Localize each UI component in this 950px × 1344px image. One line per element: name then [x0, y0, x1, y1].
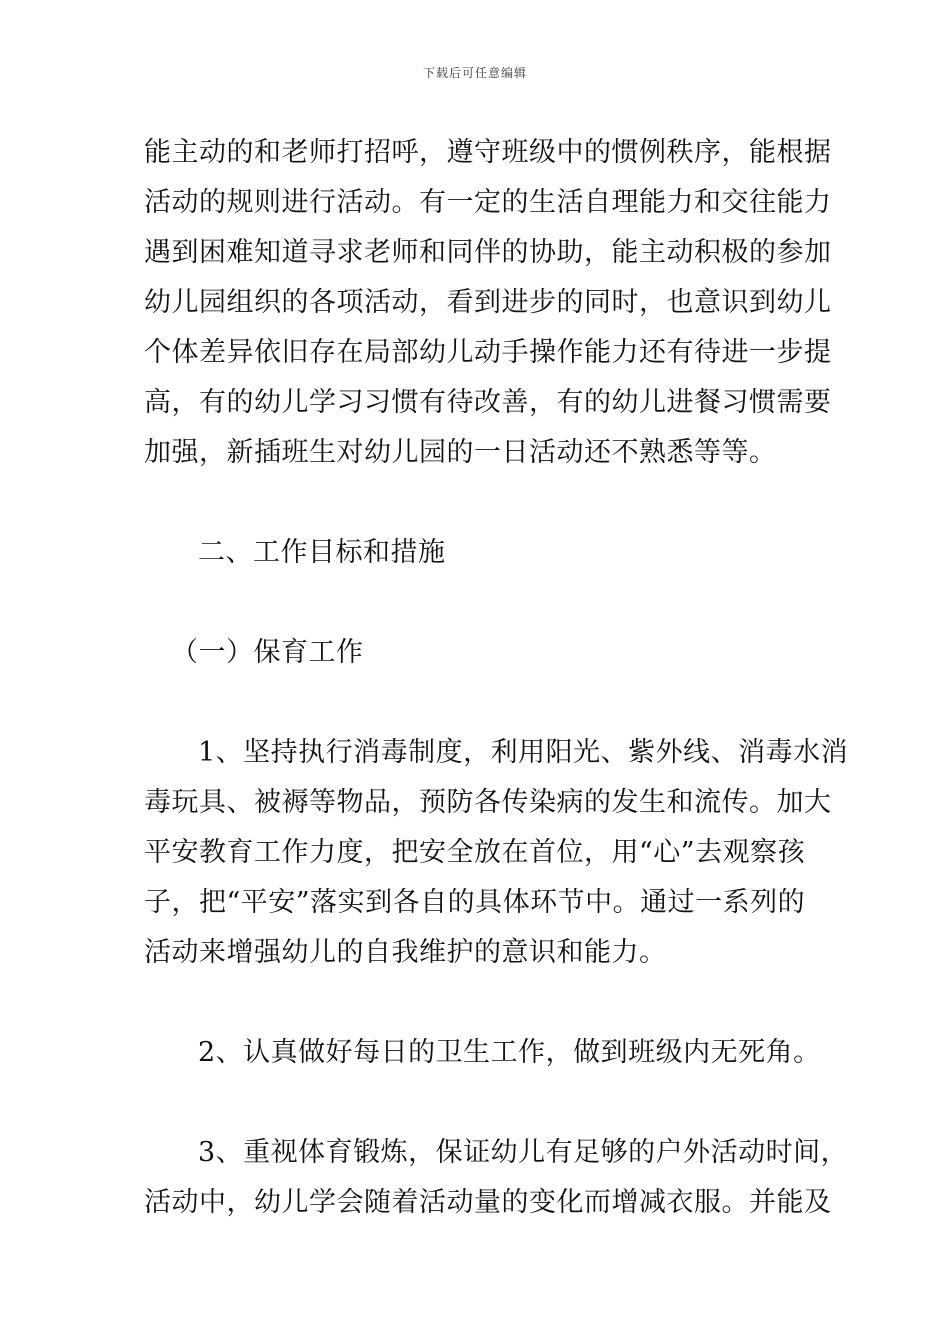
- text-line: 3、重视体育锻炼，保证幼儿有足够的户外活动时间，: [198, 1137, 849, 1168]
- text-line: 1、坚持执行消毒制度，利用阳光、紫外线、消毒水消: [198, 737, 849, 768]
- text-line: 能主动的和老师打招呼，遵守班级中的惯例秩序，能根据: [144, 137, 832, 168]
- paragraph-1: [144, 128, 832, 478]
- blank-line: [144, 478, 808, 528]
- text-line: 毒玩具、被褥等物品，预防各传染病的发生和流传。加大: [144, 787, 832, 818]
- list-item-2: [144, 1028, 821, 1078]
- list-item-3: [144, 1128, 849, 1228]
- section-heading: 二、工作目标和措施: [198, 537, 446, 568]
- text-line: 活动中，幼儿学会随着活动量的变化而增减衣服。并能及: [144, 1187, 832, 1218]
- text-line: 遇到困难知道寻求老师和同伴的协助，能主动积极的参加: [144, 237, 832, 268]
- list-item-1: [144, 728, 849, 978]
- text-line: 子，把“平安”落实到各自的具体环节中。通过一系列的: [144, 887, 806, 918]
- document-body: [144, 128, 849, 1228]
- blank-line: [144, 1078, 808, 1128]
- text-line: 个体差异依旧存在局部幼儿动手操作能力还有待进一步提: [144, 337, 832, 368]
- text-line: 幼儿园组织的各项活动，看到进步的同时，也意识到幼儿: [144, 287, 832, 318]
- text-line: 2、认真做好每日的卫生工作，做到班级内无死角。: [198, 1037, 821, 1068]
- text-line: 平安教育工作力度，把安全放在首位，用“心”去观察孩: [144, 837, 806, 868]
- text-line: 活动的规则进行活动。有一定的生活自理能力和交往能力: [144, 187, 832, 218]
- subsection-heading: （一）保育工作: [171, 637, 364, 668]
- blank-line: [144, 678, 808, 728]
- page-header: 下载后可任意编辑: [422, 66, 527, 80]
- text-line: 高，有的幼儿学习习惯有待改善，有的幼儿进餐习惯需要: [144, 387, 832, 418]
- text-line: 加强，新插班生对幼儿园的一日活动还不熟悉等等。: [144, 437, 777, 468]
- text-line: 活动来增强幼儿的自我维护的意识和能力。: [144, 937, 667, 968]
- blank-line: [144, 978, 808, 1028]
- blank-line: [144, 578, 808, 628]
